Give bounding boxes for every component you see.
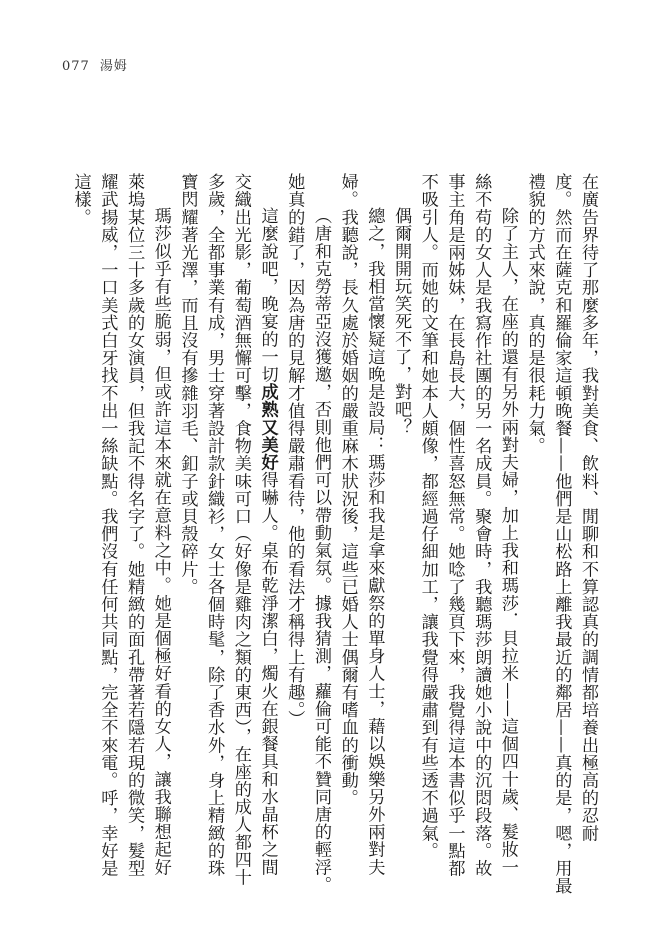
text-line: 這樣。: [70, 173, 91, 226]
text-line: 多歲，全都事業有成，男士穿著設計款針織衫，女士各個時髦，除了香水外，身上精緻的珠: [204, 173, 225, 877]
text-line: 總之，我相當懷疑這晚是設局：瑪莎和我是拿來獻祭的單身人士，藉以娛樂另外兩對夫: [364, 207, 385, 877]
text-line: 絲不苟的女人是我寫作社團的另一名成員。聚會時，我聽瑪莎朗讀她小說中的沉悶段落。故: [471, 173, 492, 877]
chapter-title: 湯姆: [99, 59, 128, 74]
text-line: 度。然而在薩克和羅倫家這頓晚餐——他們是山松路上離我最近的鄰居——真的是，嗯，用最: [551, 173, 572, 895]
page-number: 077: [62, 59, 90, 74]
text-line: 耀武揚威，一口美式白牙找不出一絲缺點。我們沒有任何共同點，完全不來電。呼，幸好是: [97, 173, 118, 877]
text-line: 除了主人，在座的還有另外兩對夫婦，加上我和瑪莎．貝拉米——這個四十歲、髮妝一: [497, 207, 518, 877]
emphasis-text: 成熟又美好: [257, 383, 278, 472]
text-line: 在廣告界待了那麼多年，我對美食、飲料、閒聊和不算認真的調情都培養出極高的忍耐: [578, 173, 598, 842]
text-line: 交織出光影，葡萄酒無懈可擊，食物美味可口（好像是雞肉之類的東西），在座的成人都四十: [230, 173, 251, 886]
body-text: [67, 173, 601, 893]
text-line: 瑪莎似乎有些脆弱，但或許這本來就在意料之中。她是個極好看的女人，讓我聯想起好: [150, 207, 171, 877]
text-line: 禮貌的方式來說，真的是很耗力氣。: [524, 173, 545, 455]
text-line: 偶爾開開玩笑死不了，對吧？: [391, 207, 412, 437]
text-line: （唐和克勞蒂亞沒獲邀，否則他們可以帶動氣氛。據我猜測，蘿倫可能不贊同唐的輕浮。: [310, 207, 331, 894]
text-line: 不吸引人。而她的文筆和她本人頗像，都經過仔細加工，讓我覺得嚴肅到有些透不過氣。: [417, 173, 438, 860]
text-line: 事主角是兩姊妹，在長島長大，個性喜怒無常。她唸了幾頁下來，我覺得這本書似乎一點都: [444, 173, 465, 877]
text-line: 寶閃耀著光澤，而且沒有摻雜羽毛、釦子或貝殼碎片。: [177, 173, 198, 596]
text-line: 婦。我聽說，長久處於婚姻的嚴重麻木狀況後，這些已婚人士偶爾有嗜血的衝動。: [337, 173, 358, 807]
running-header: [62, 55, 128, 74]
text-line: 這麼說吧，晚宴的一切成熟又美好得嚇人。桌布乾淨潔白，燭火在銀餐具和水晶杯之間: [257, 207, 278, 877]
text-line: 她真的錯了，因為唐的見解才值得嚴肅看待，他的看法才稱得上有趣。）: [284, 173, 305, 728]
text-line: 萊塢某位三十多歲的女演員，但我記不得名字了。她精緻的面孔帶著若隱若現的微笑，髮型: [124, 173, 145, 877]
